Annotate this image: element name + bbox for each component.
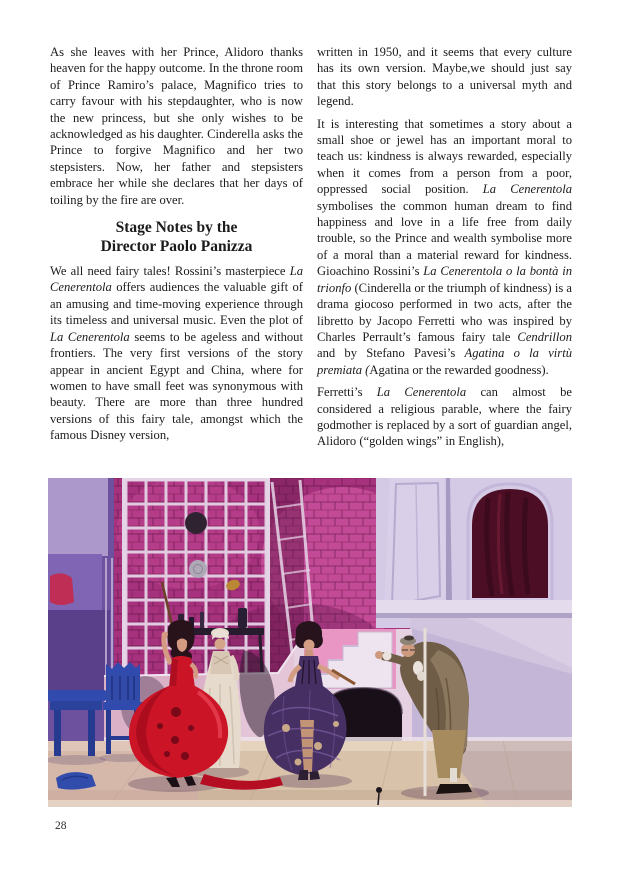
right-paragraphs	[317, 44, 572, 450]
section-heading-line1: Stage Notes by the	[115, 219, 238, 237]
stage-photo	[48, 478, 572, 807]
paragraph: We all need fairy tales! Rossini’s masterpiece La Cenerentola offers audiences the valuable gift of an amusing and time-moving experience through its timeless and universal music. Even the plot of La Cenerentola seems to be ageless and without frontiers. The very first versions of the story appear in ancient Egypt and China, where for women to have small feet was synonymous with beauty. There are more than three hundred versions of this fairy tale, amongst which the famous Disney version,	[50, 264, 303, 443]
page-number: 28	[55, 820, 67, 832]
left-intro-paragraphs	[50, 44, 303, 208]
section-heading-line2: Director Paolo Panizza	[100, 238, 253, 256]
right-column	[317, 44, 572, 456]
paragraph: Ferretti’s La Cenerentola can almost be considered a religious parable, where the fairy godmother is replaced by a sort of guardian angel, Alidoro (“golden wings” in English),	[317, 385, 572, 449]
section-heading	[50, 218, 303, 256]
paragraph: written in 1950, and it seems that every culture has its own version. Maybe,we should just say that this story belongs to a universal myth and legend.	[317, 45, 572, 109]
left-body-paragraphs	[50, 263, 303, 443]
left-column	[50, 44, 303, 450]
paragraph: It is interesting that sometimes a story about a small shoe or jewel has an important moral to teach us: kindness is always rewarded, especially when it comes from a person from a poor, oppressed social position. La Cenerentola symbolises the common human dream to find happiness and love in a life free from daily trouble, so the Prince and wealth symbolise more of a moral than a material reward for kindness. Gioachino Rossini’s La Cenerentola o la bontà in trionfo (Cinderella or the triumph of kindness) is a drama giocoso performed in two acts, after the libretto by Jacopo Ferretti who was inspired by Charles Perrault’s famous fairy tale Cendrillon and by Stefano Pavesi’s Agatina o la virtù premiata (Agatina or the rewarded goodness).	[317, 116, 573, 377]
paragraph: As she leaves with her Prince, Alidoro thanks heaven for the happy outcome. In the throne room of Prince Ramiro’s palace, Magnifico tries to carry favour with his stepdaughter, who is now the new princess, but she only wishes to be acknowledged as his daughter. Cinderella asks the Prince to forgive Magnifico and her two stepsisters. Now, her father and stepsisters embrace her while she declares that her days of toiling by the fire are over.	[50, 45, 303, 207]
